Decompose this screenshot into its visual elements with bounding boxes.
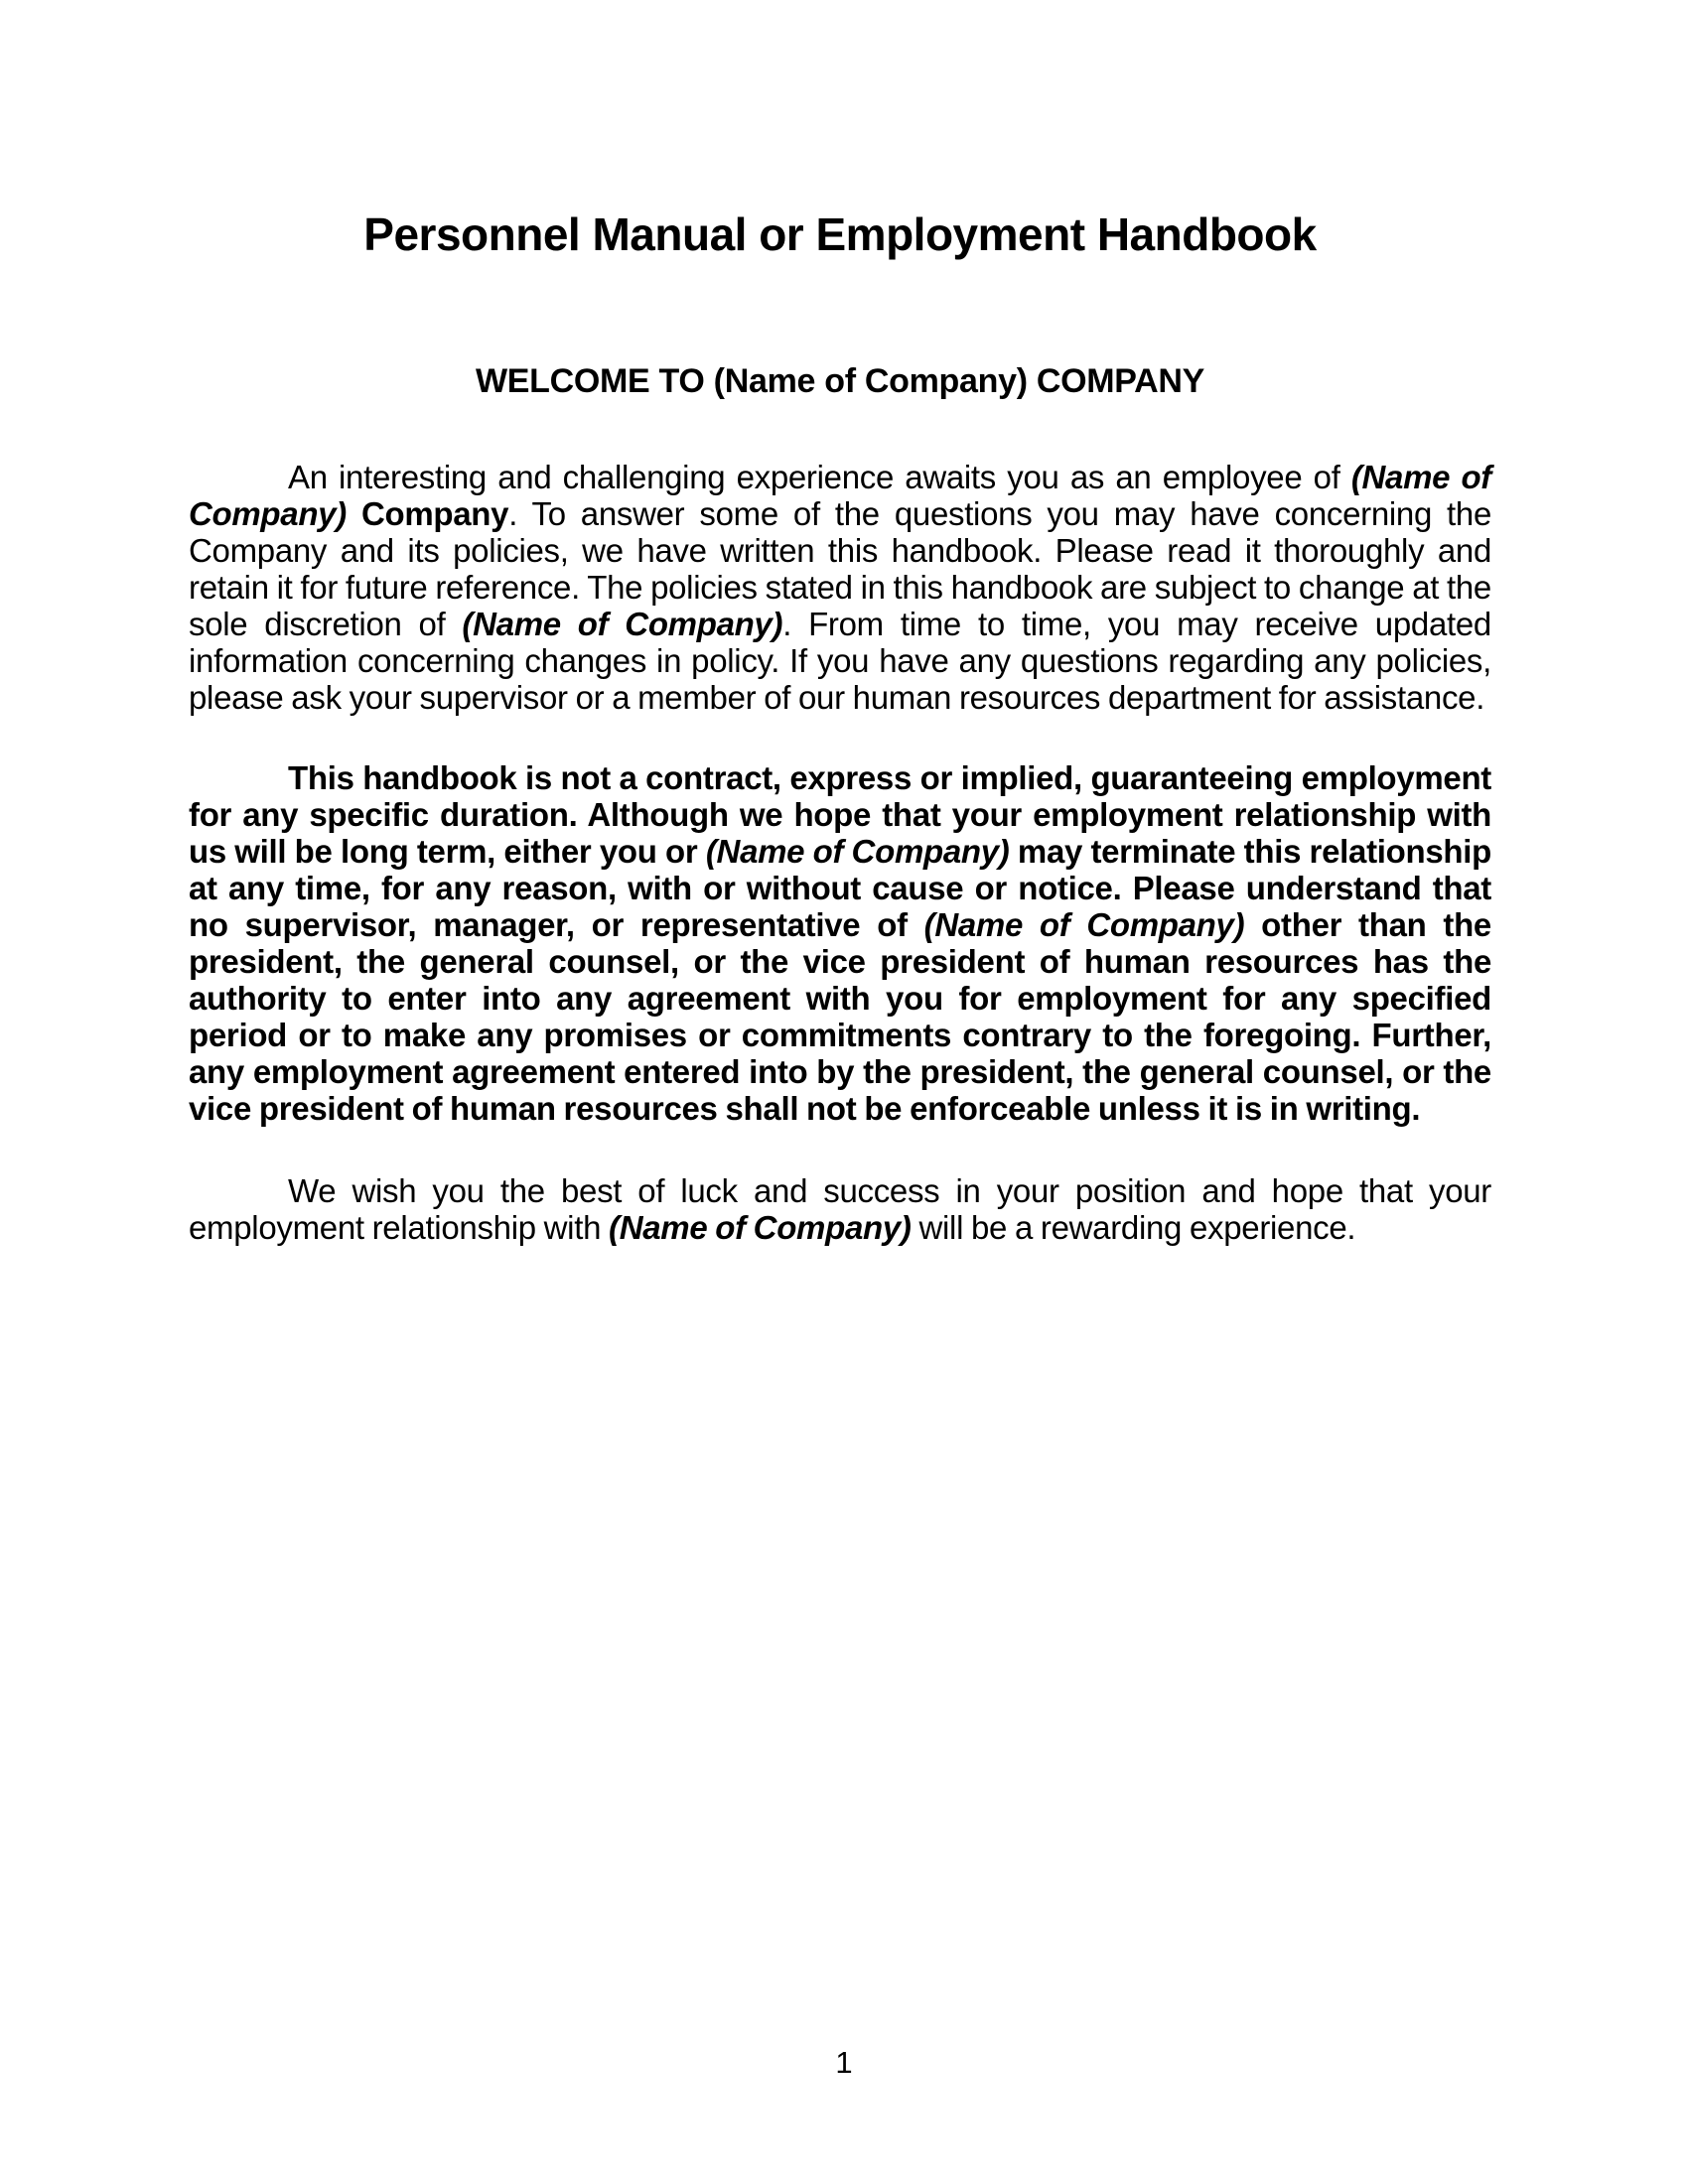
text-run: . From time to time, you may receive updated information concerning changes in policy. If you have any questions regarding any policies, please ask your supervisor or a member of our human resources department for assistance. [189, 605, 1491, 716]
page-number: 1 [835, 2045, 853, 2080]
text-run: . To answer some of the questions you may have concerning the Company and its policies, we have written this handbook. Please read it thoroughly and retain it for future reference. The policies stated in this handbook are subject to change at the sole discretion of [189, 494, 1492, 642]
company-name-placeholder: (Name of Company) [462, 605, 783, 642]
company-name-placeholder: (Name of Company) [189, 458, 1492, 532]
text-run: An interesting and challenging experience awaits you as an employee of [288, 458, 1351, 495]
text-run: will be a rewarding experience. [911, 1208, 1356, 1246]
text-run: We wish you the best of luck and success in your position and hope that your employment relationship with [189, 1171, 1491, 1246]
text-run: other than the president, the general counsel, or the vice president of human resources has the authority to enter into any agreement with you for employment for any specified period or to make any promises or commitments contrary to the foregoing. Further, any employment agreement entered into by the president, the general counsel, or the vice president of human resources shall not be enforceable unless it is in writing. [189, 905, 1491, 1127]
closing-paragraph [189, 1172, 1491, 1246]
text-run: Company [346, 494, 509, 532]
document-title: Personnel Manual or Employment Handbook [363, 208, 1317, 260]
text-run: may terminate this relationship at any time, for any reason, with or without cause or notice. Please understand that no supervisor, manager, or representative of [189, 832, 1491, 943]
company-name-placeholder: (Name of Company) [923, 905, 1245, 943]
welcome-heading: WELCOME TO (Name of Company) COMPANY [475, 361, 1205, 400]
disclaimer-paragraph [189, 759, 1491, 1127]
text-run: This handbook is not a contract, express or implied, guaranteeing employment for any specific duration. Although we hope that your employment relationship with us will be long term, either you or [189, 758, 1491, 870]
company-name-placeholder: (Name of Company) [609, 1208, 912, 1246]
document-content [189, 0, 1491, 1246]
company-name-placeholder: (Name of Company) [705, 832, 1010, 870]
intro-paragraph [189, 459, 1491, 716]
